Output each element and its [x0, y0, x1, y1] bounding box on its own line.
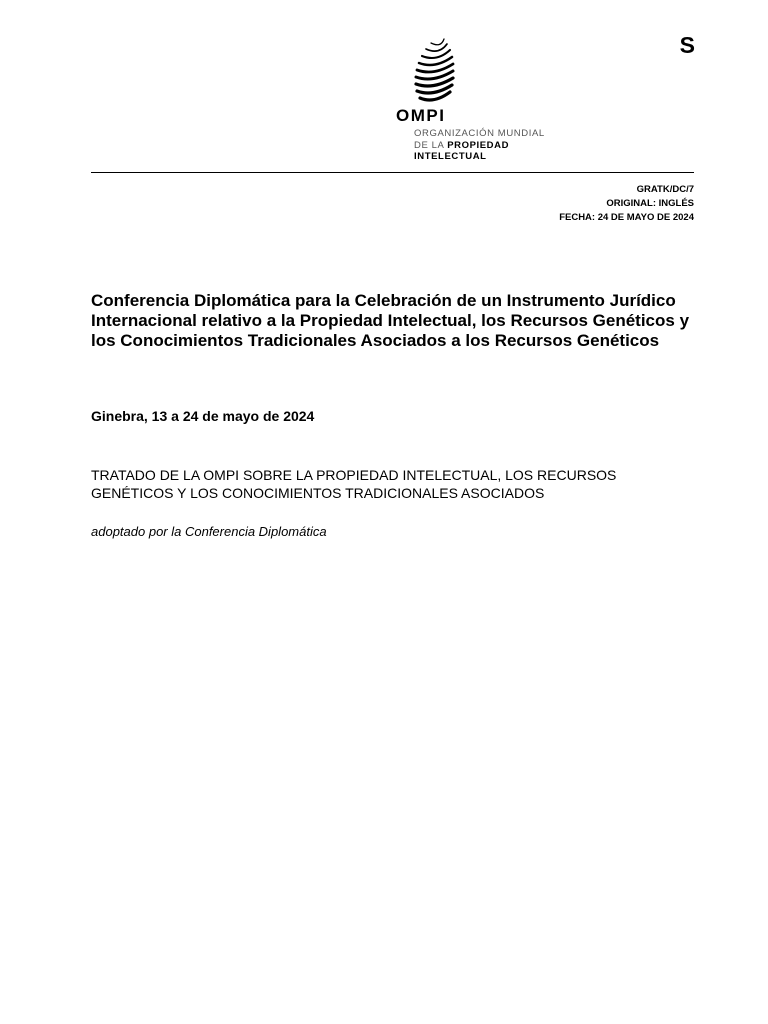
org-name-line-2: [414, 140, 545, 152]
adopted-note: adoptado por la Conferencia Diplomática: [91, 524, 327, 539]
place-and-date: Ginebra, 13 a 24 de mayo de 2024: [91, 408, 315, 424]
org-name-line-3: INTELECTUAL: [414, 151, 487, 162]
treaty-title: TRATADO DE LA OMPI SOBRE LA PROPIEDAD INTELECTUAL, LOS RECURSOS GENÉTICOS Y LOS CONOCIMIENTOS TRADICIONALES ASOCIADOS: [91, 467, 617, 501]
org-name-line-1: ORGANIZACIÓN MUNDIAL: [414, 128, 545, 139]
org-name-line-2-prefix: DE LA: [414, 139, 444, 151]
document-references: [559, 183, 694, 225]
org-acronym: OMPI: [396, 106, 446, 125]
conference-title: Conferencia Diplomática para la Celebración de un Instrumento Jurídico Internacional relativo a la Propiedad Intelectual, los Recursos Genéticos y los Conocimientos Tradicionales Asociados a los Recursos Genéticos: [91, 291, 690, 350]
language-code: S: [679, 32, 695, 58]
header-divider: [91, 172, 694, 173]
org-full-name: [414, 128, 545, 163]
original-language: ORIGINAL: INGLÉS: [606, 198, 694, 209]
org-name-line-2-bold: PROPIEDAD: [447, 139, 510, 151]
document-date: FECHA: 24 DE MAYO DE 2024: [559, 212, 694, 223]
ompi-emblem-icon: [414, 36, 456, 106]
document-symbol: GRATK/DC/7: [636, 184, 694, 195]
ompi-logo: [396, 36, 556, 160]
